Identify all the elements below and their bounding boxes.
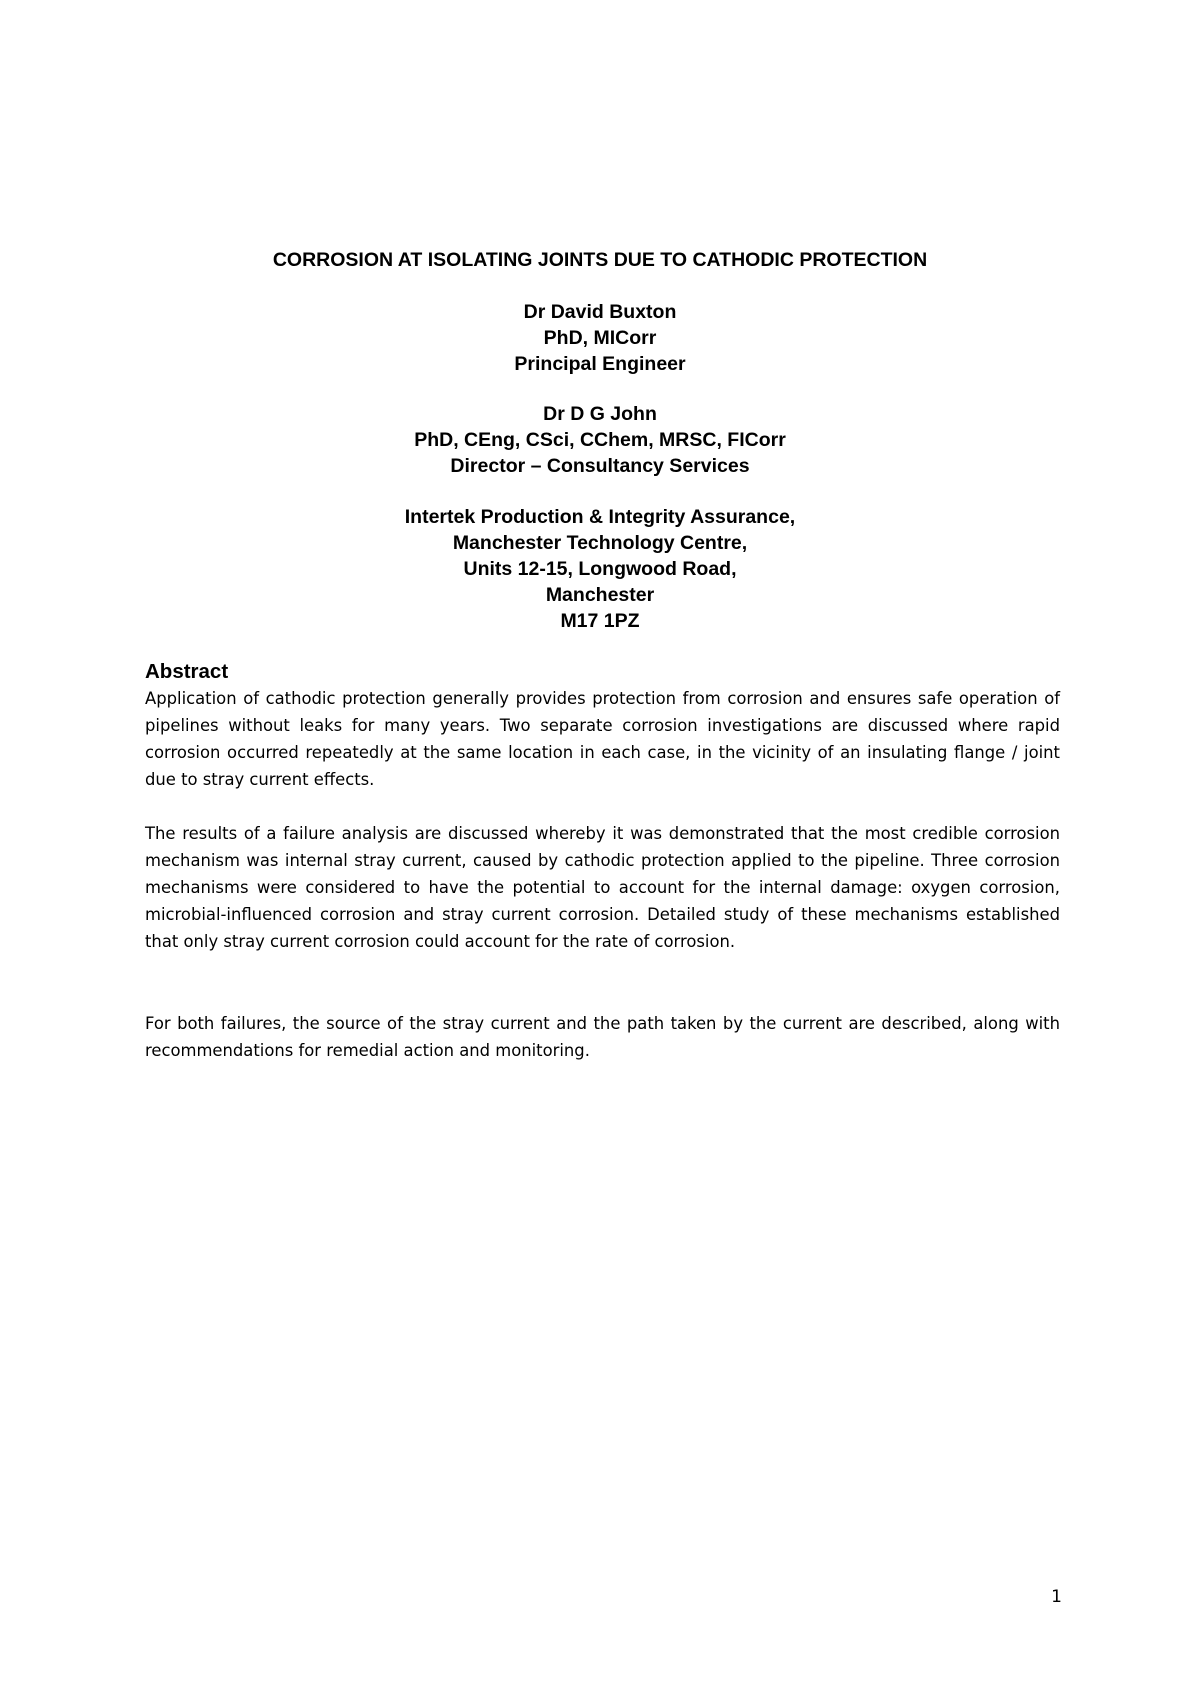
author-name: Dr David Buxton — [523, 301, 677, 323]
affiliation-block — [0, 504, 1200, 634]
abstract-paragraph: For both failures, the source of the stray current and the path taken by the current are described, along with recommendations for remedial action and monitoring. — [145, 1014, 1060, 1060]
page-number: 1 — [1051, 1587, 1062, 1607]
author-block-1 — [0, 299, 1200, 377]
affiliation-line: Manchester — [545, 584, 655, 606]
author-role: Director – Consultancy Services — [450, 455, 750, 477]
paper-title: CORROSION AT ISOLATING JOINTS DUE TO CATHODIC PROTECTION — [272, 249, 928, 271]
author-credentials: PhD, MICorr — [543, 327, 657, 349]
author-role: Principal Engineer — [514, 353, 686, 375]
affiliation-line: Units 12-15, Longwood Road, — [463, 558, 737, 580]
affiliation-line: Intertek Production & Integrity Assurance, — [404, 506, 796, 528]
affiliation-line: M17 1PZ — [560, 610, 640, 632]
author-name: Dr D G John — [543, 403, 657, 425]
affiliation-line: Manchester Technology Centre, — [452, 532, 748, 554]
author-credentials: PhD, CEng, CSci, CChem, MRSC, FICorr — [414, 429, 786, 451]
abstract-paragraph: The results of a failure analysis are discussed whereby it was demonstrated that the most credible corrosion mechanism was internal stray current, caused by cathodic protection applied to the pipeline. Three corrosion mechanisms were considered to have the potential to account for the internal damage: oxygen corrosion, microbial-influenced corrosion and stray current corrosion. Detailed study of these mechanisms established that only stray current corrosion could account for the rate of corrosion. — [145, 824, 1060, 951]
abstract-heading: Abstract — [145, 660, 229, 683]
abstract-paragraph: Application of cathodic protection generally provides protection from corrosion and ensures safe operation of pipelines without leaks for many years. Two separate corrosion investigations are discussed where rapid corrosion occurred repeatedly at the same location in each case, in the vicinity of an insulating flange / joint due to stray current effects. — [145, 689, 1060, 789]
author-block-2 — [0, 401, 1200, 479]
